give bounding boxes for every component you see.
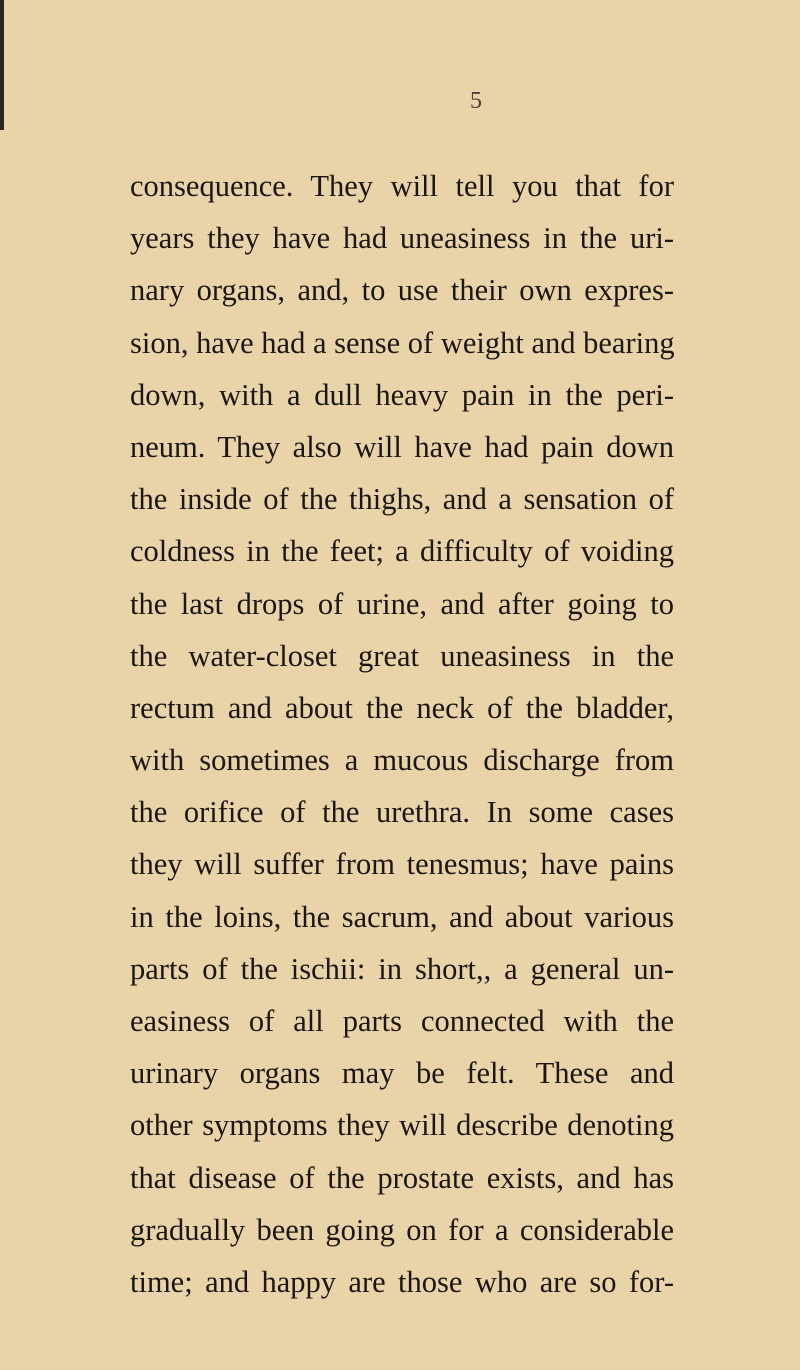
text-line: parts of the ischii: in short,, a general un- (130, 951, 674, 986)
body-text (130, 160, 674, 1308)
text-line: down, with a dull heavy pain in the peri- (130, 377, 674, 412)
text-line: rectum and about the neck of the bladder, (130, 690, 674, 725)
text-line: they will suffer from tenesmus; have pains (130, 847, 674, 882)
text-line: other symptoms they will describe denoting (130, 1108, 674, 1143)
text-line: coldness in the feet; a difficulty of voiding (130, 534, 674, 569)
text-line: neum. They also will have had pain down (130, 429, 674, 464)
text-line: years they have had uneasiness in the uri- (130, 221, 674, 256)
text-line: that disease of the prostate exists, and has (130, 1160, 674, 1195)
text-line: nary organs, and, to use their own expres- (130, 273, 674, 308)
text-line: consequence. They will tell you that for (130, 169, 674, 203)
text-line: sion, have had a sense of weight and bearing (130, 325, 675, 360)
text-line: gradually been going on for a considerable (130, 1212, 674, 1247)
text-line: urinary organs may be felt. These and (130, 1056, 674, 1091)
text-line: easiness of all parts connected with the (130, 1004, 674, 1038)
page-number: 5 (470, 88, 482, 114)
text-line: with sometimes a mucous discharge from (130, 743, 674, 778)
text-line: the water-closet great uneasiness in the (130, 638, 674, 673)
text-line: the last drops of urine, and after going to (130, 586, 674, 621)
text-line: in the loins, the sacrum, and about various (130, 899, 674, 934)
text-line: the orifice of the urethra. In some cases (130, 795, 674, 830)
text-line: the inside of the thighs, and a sensation of (130, 482, 674, 517)
text-line: time; and happy are those who are so for- (130, 1264, 674, 1299)
page-edge-shadow (0, 0, 4, 130)
